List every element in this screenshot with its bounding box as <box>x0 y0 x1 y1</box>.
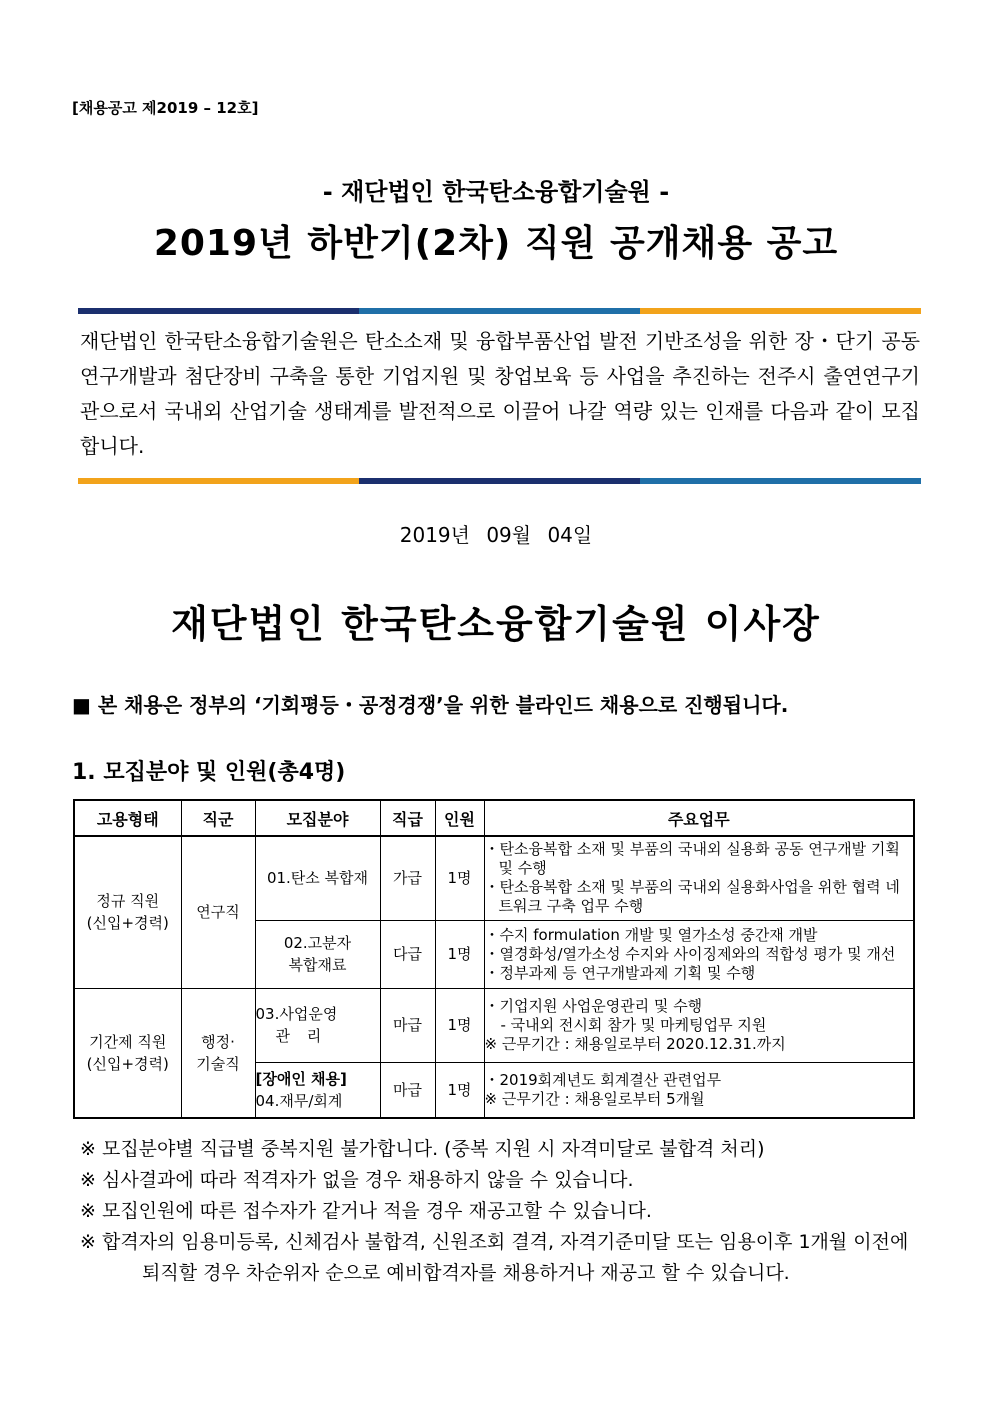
duties-cell <box>484 1062 914 1118</box>
job-group-line: 기술직 <box>196 1054 240 1073</box>
bar-seg-navy <box>359 478 640 484</box>
duty-item: ・수지 formulation 개발 및 열가소성 중간재 개발 <box>484 925 818 944</box>
note-item: ※ 심사결과에 따라 적격자가 없을 경우 채용하지 않을 수 있습니다. <box>80 1169 634 1191</box>
duty-item: ・열경화성/열가소성 수지와 사이징제와의 적합성 평가 및 개선 <box>484 944 896 963</box>
header-field: 모집분야 <box>255 800 380 836</box>
header-job-group: 직군 <box>181 800 255 836</box>
header-grade: 직급 <box>380 800 435 836</box>
duty-sub-item: - 국내외 전시회 참가 및 마케팅업무 지원 <box>500 1015 767 1034</box>
announcement-date: 2019년 09월 04일 <box>399 523 593 547</box>
grade-cell: 마급 <box>380 988 435 1062</box>
decorative-bar-bottom <box>78 478 921 484</box>
notes-list <box>80 1134 925 1289</box>
table-row <box>74 988 914 1062</box>
field-line: 03.사업운영 <box>255 1005 338 1023</box>
duties-cell <box>484 920 914 988</box>
note-item: ※ 모집분야별 직급별 중복지원 불가합니다. (중복 지원 시 자격미달로 불합격 처리) <box>80 1138 765 1160</box>
field-line: 복합재료 <box>288 956 347 974</box>
field-line: 04.재무/회계 <box>255 1091 343 1110</box>
duty-period-note: ※ 근무기간 : 채용일로부터 5개월 <box>484 1089 705 1108</box>
intro-paragraph: 재단법인 한국탄소융합기술원은 탄소소재 및 융합부품산업 발전 기반조성을 위한 장・단기 공동연구개발과 첨단장비 구축을 통한 기업지원 및 창업보육 등 사업을 추진하는 전주시 출연연구기관으로서 국내외 산업기술 생태계를 발전적으로 이끌어 나갈 역량 있는 인재를 다음과 같이 모집합니다. <box>80 329 920 458</box>
job-group-research: 연구직 <box>181 836 255 988</box>
employment-type-line: 정규 직원 <box>96 892 160 911</box>
count-cell: 1명 <box>435 988 484 1062</box>
grade-cell: 다급 <box>380 920 435 988</box>
section-title: 1. 모집분야 및 인원(총4명) <box>72 760 346 785</box>
field-cell <box>255 1062 380 1118</box>
notice-number: [채용공고 제2019 – 12호] <box>72 99 259 117</box>
count-cell: 1명 <box>435 1062 484 1118</box>
note-item <box>80 1227 925 1289</box>
page-title: 2019년 하반기(2차) 직원 공개채용 공고 <box>153 223 839 264</box>
field-cell: 01.탄소 복합재 <box>255 836 380 920</box>
field-cell <box>255 920 380 988</box>
header-employment-type: 고용형태 <box>74 800 181 836</box>
table-row <box>74 836 914 920</box>
duties-cell <box>484 988 914 1062</box>
job-group-admin-tech <box>181 988 255 1118</box>
blind-recruitment-notice: ■ 본 채용은 정부의 ‘기회평등・공정경쟁’을 위한 블라인드 채용으로 진행됩니다. <box>72 693 789 717</box>
decorative-bar-top <box>78 308 921 314</box>
employment-type-line: (신입+경력) <box>86 914 169 933</box>
duties-cell <box>484 836 914 920</box>
job-group-line: 행정· <box>201 1032 235 1051</box>
duty-item: ・탄소융복합 소재 및 부품의 국내외 실용화 공동 연구개발 기획 및 수행 <box>484 840 900 878</box>
employment-type-line: (신입+경력) <box>86 1054 169 1073</box>
duty-item: ・정부과제 등 연구개발과제 기획 및 수행 <box>484 963 756 982</box>
recruitment-table <box>73 799 915 1119</box>
field-tag: [장애인 채용] <box>255 1069 347 1088</box>
bar-seg-orange <box>78 478 359 484</box>
grade-cell: 마급 <box>380 1062 435 1118</box>
note-line: ※ 합격자의 임용미등록, 신체검사 불합격, 신원조회 결격, 자격기준미달 또는 임용이후 1개월 이전에 <box>80 1231 909 1253</box>
duty-item: ・기업지원 사업운영관리 및 수행 <box>484 996 703 1015</box>
bar-seg-teal <box>640 478 921 484</box>
header-duties: 주요업무 <box>484 800 914 836</box>
duty-item: ・2019회계년도 회계결산 관련업무 <box>484 1070 722 1089</box>
duty-item: ・탄소융복합 소재 및 부품의 국내외 실용화사업을 위한 협력 네트워크 구축 업무 수행 <box>484 878 900 916</box>
field-cell <box>255 988 380 1062</box>
employment-type-contract <box>74 988 181 1118</box>
field-line: 관 리 <box>275 1027 328 1045</box>
org-subtitle: - 재단법인 한국탄소융합기술원 - <box>322 178 670 206</box>
bar-seg-navy <box>78 308 359 314</box>
grade-cell: 가급 <box>380 836 435 920</box>
employment-type-regular <box>74 836 181 988</box>
header-count: 인원 <box>435 800 484 836</box>
count-cell: 1명 <box>435 836 484 920</box>
note-line: 퇴직할 경우 차순위자 순으로 예비합격자를 채용하거나 재공고 할 수 있습니다. <box>142 1262 790 1284</box>
duty-period-note: ※ 근무기간 : 채용일로부터 2020.12.31.까지 <box>484 1034 786 1053</box>
field-line: 02.고분자 <box>283 934 352 952</box>
bar-seg-teal <box>359 308 640 314</box>
table-header-row <box>74 800 914 836</box>
organization-head: 재단법인 한국탄소융합기술원 이사장 <box>171 602 821 646</box>
note-item: ※ 모집인원에 따른 접수자가 같거나 적을 경우 재공고할 수 있습니다. <box>80 1200 652 1222</box>
employment-type-line: 기간제 직원 <box>89 1032 167 1051</box>
bar-seg-orange <box>640 308 921 314</box>
count-cell: 1명 <box>435 920 484 988</box>
